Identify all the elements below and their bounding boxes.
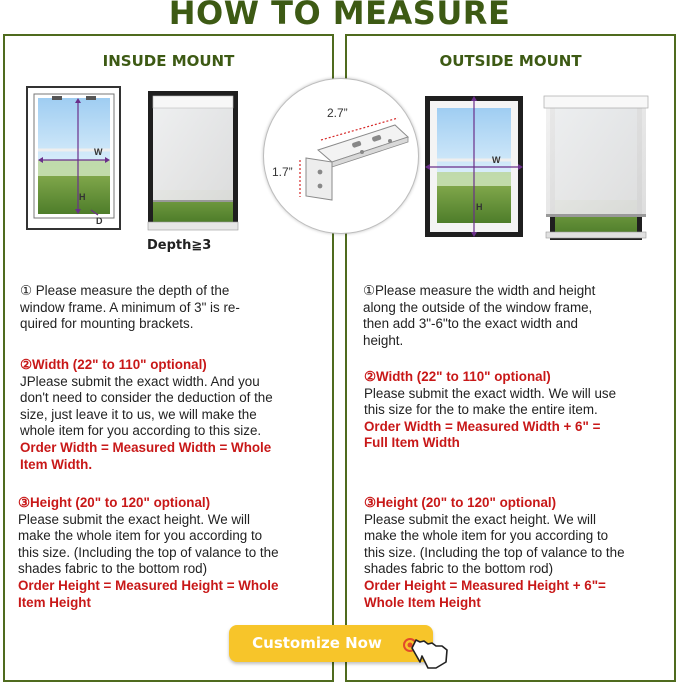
bracket-height-label: 1.7” — [272, 165, 293, 179]
depth-requirement-label: Depth≧3 — [147, 238, 212, 253]
outside-width-section: ②Width (22" to 110" optional) Please submit the exact width. We will use this size for the to make the entire item. Order Width = Measured Width + 6" = Full Item Width — [364, 369, 617, 451]
inside-width-label: W — [94, 147, 103, 157]
inside-width-section: ②Width (22" to 110" optional) JPlease submit the exact width. And you don't need to consider the deduction of the size, just leave it to us, we will make the whole item for you according to this size. Order Width = Measured Width = Whole Item Width. — [20, 357, 273, 472]
inside-width-formula: Order Width = Measured Width = Whole — [20, 439, 272, 455]
outside-mount-heading: OUTSIDE MOUNT — [439, 52, 582, 70]
inside-width-heading: ②Width (22" to 110" optional) — [20, 357, 207, 372]
page-title: HOW TO MEASURE — [168, 0, 511, 32]
inside-height-heading: ③Height (20" to 120" optional) — [18, 495, 211, 510]
outside-width-label: W — [492, 155, 501, 165]
outside-height-formula: Order Height = Measured Height + 6"= — [364, 577, 606, 593]
outside-height-label: H — [476, 202, 483, 212]
outside-height-section: ③Height (20" to 120" optional) Please submit the exact height. We will make the whole item for you according to this size. (Including the top of valance to the shades fabric to the bottom rod) Order Height = Measured Height + 6"= Whole Item Height — [364, 495, 625, 610]
outside-width-formula: Order Width = Measured Width + 6" = — [364, 418, 601, 434]
customize-now-label: Customize Now — [252, 634, 382, 652]
outside-width-heading: ②Width (22" to 110" optional) — [364, 369, 551, 384]
outside-height-heading: ③Height (20" to 120" optional) — [364, 495, 557, 510]
inside-step-1: ① Please measure the depth of the window frame. A minimum of 3" is re- quired for mounting brackets. — [20, 283, 240, 332]
bracket-width-label: 2.7” — [327, 106, 348, 120]
inside-depth-label: D — [96, 216, 103, 226]
inside-height-formula: Order Height = Measured Height = Whole — [18, 577, 279, 593]
outside-step-1: ①Please measure the width and height along the outside of the window frame, then add 3"-6"to the exact width and height. — [363, 283, 596, 348]
inside-height-section: ③Height (20" to 120" optional) Please submit the exact height. We will make the whole item for you according to this size. (Including the top of valance to the shades fabric to the bottom rod) Order Height = Measured Height = Whole Item Height — [18, 495, 279, 610]
inside-height-label: H — [79, 192, 86, 202]
inside-mount-heading: INSUDE MOUNT — [102, 52, 235, 70]
